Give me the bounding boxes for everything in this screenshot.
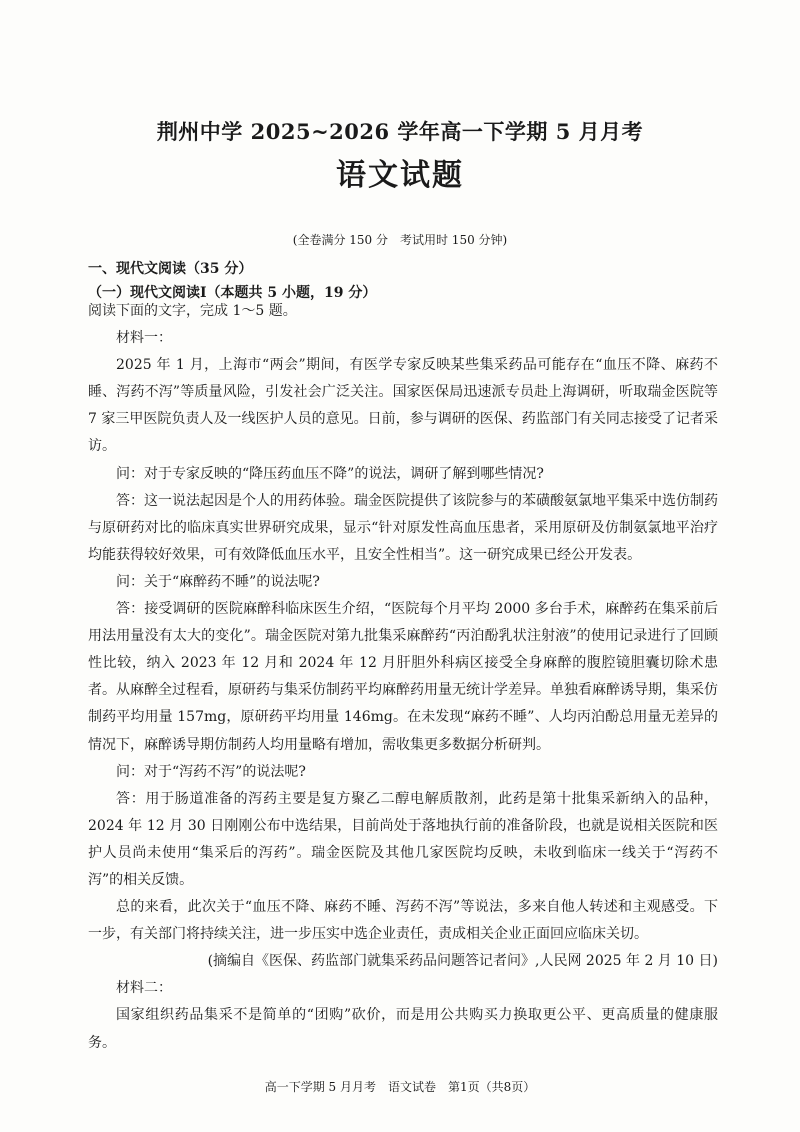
material1-label: 材料一：	[116, 330, 172, 347]
question: 问：对于“泻药不泻”的说法呢?	[116, 763, 306, 780]
summary-paragraph: 总的来看，此次关于“血压不降、麻药不睡、泻药不泻”等说法，多来自他人转述和主观感受。下一步，有关部门将持续关注，进一步压实中选企业责任，责成相关企业正面回应临床关切。	[88, 899, 718, 943]
page-footer: 高一下学期 5 月月考 语文试卷 第1页（共8页）	[264, 1080, 536, 1094]
material2-label: 材料二：	[116, 980, 172, 997]
exam-subject: 语文试题	[336, 158, 464, 193]
reading-passage	[88, 298, 718, 1057]
question: 问：关于“麻醉药不睡”的说法呢?	[116, 573, 320, 590]
question: 问：对于专家反映的“降压药血压不降”的说法，调研了解到哪些情况?	[116, 465, 544, 482]
section-heading-reading1: （一）现代文阅读Ⅰ（本题共 5 小题，19 分）	[88, 285, 377, 301]
exam-title: 荆州中学 2025~2026 学年高一下学期 5 月月考	[156, 119, 644, 144]
answer: 答：这一说法起因是个人的用药体验。瑞金医院提供了该院参与的苯磺酸氨氯地平集采中选仿制药与原研药对比的临床真实世界研究成果，显示“针对原发性高血压患者，采用原研及仿制氨氯地平治疗均能获得较好效果，可有效降低血压水平，且安全性相当”。这一研究成果已经公开发表。	[88, 492, 718, 563]
section-heading-part1: 一、现代文阅读（35 分）	[88, 261, 253, 277]
paragraph: 2025 年 1 月，上海市“两会”期间，有医学专家反映某些集采药品可能存在“血压不降、麻药不睡、泻药不泻”等质量风险，引发社会广泛关注。国家医保局迅速派专员赴上海调研，听取瑞金医院等 7 家三甲医院负责人及一线医护人员的意见。日前，参与调研的医保、药监部门有关同志接受了记者采访。	[88, 357, 718, 455]
answer: 答：用于肠道准备的泻药主要是复方聚乙二醇电解质散剂，此药是第十批集采新纳入的品种，2024 年 12 月 30 日刚刚公布中选结果，目前尚处于落地执行前的准备阶段，也就是说相关医院和医护人员尚未使用“集采后的泻药”。瑞金医院及其他几家医院均反映，未收到临床一线关于“泻药不泻”的相关反馈。	[88, 790, 718, 888]
paragraph: 国家组织药品集采不是简单的“团购”砍价，而是用公共购买力换取更公平、更高质量的健康服务。	[88, 1007, 718, 1051]
answer: 答：接受调研的医院麻醉科临床医生介绍，“医院每个月平均 2000 多台手术，麻醉药在集采前后用法用量没有太大的变化”。瑞金医院对第九批集采麻醉药“丙泊酚乳状注射液”的使用记录进行了回顾性比较，纳入 2023 年 12 月和 2024 年 12 月肝胆外科病区接受全身麻醉的腹腔镜胆囊切除术患者。从麻醉全过程看，原研药与集采仿制药平均麻醉药用量无统计学差异。单独看麻醉诱导期，集采仿制药平均用量 157mg，原研药平均用量 146mg。在未发现“麻药不睡”、人均丙泊酚总用量无差异的情况下，麻醉诱导期仿制药人均用量略有增加，需收集更多数据分析研判。	[88, 601, 718, 753]
exam-info: (全卷满分 150 分 考试用时 150 分钟)	[292, 233, 508, 247]
instruction: 阅读下面的文字，完成 1～5 题。	[88, 303, 297, 319]
source-citation: (摘编自《医保、药监部门就集采药品问题答记者问》,人民网 2025 年 2 月 10 日)	[207, 953, 718, 970]
